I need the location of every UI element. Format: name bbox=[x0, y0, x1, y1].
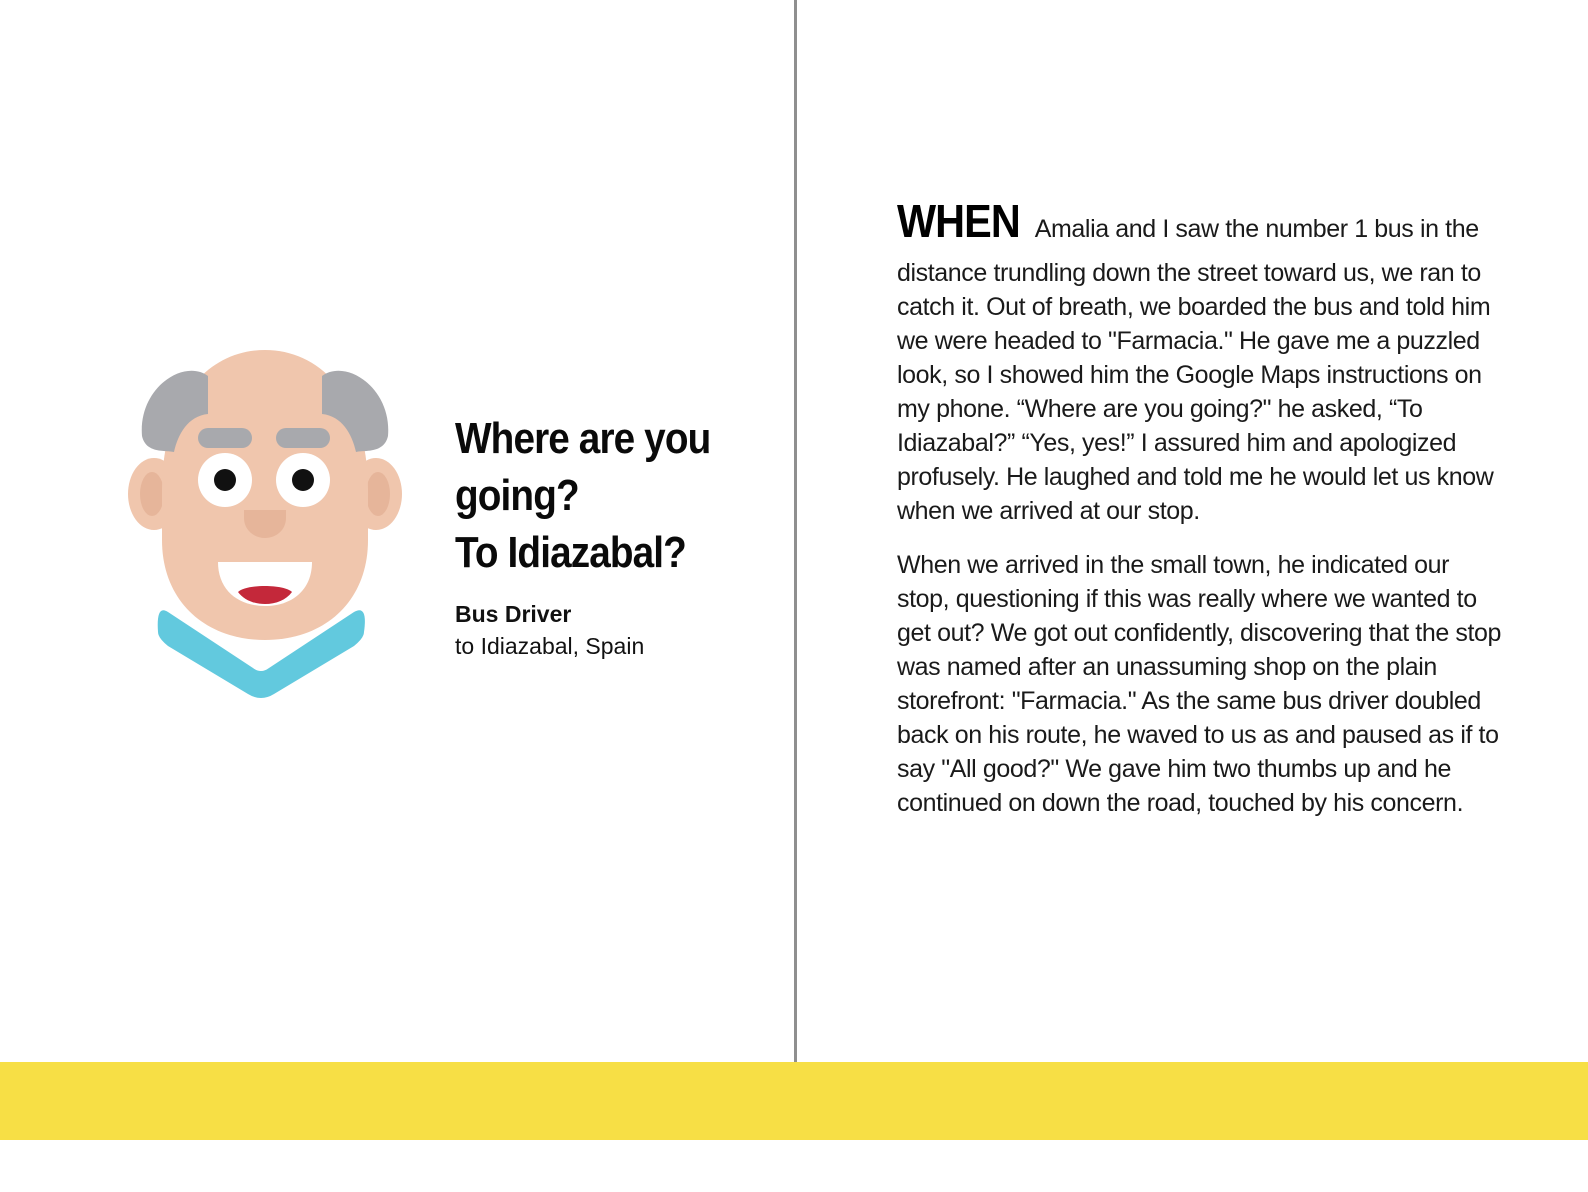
story-text bbox=[897, 195, 1507, 840]
bus-driver-face-icon bbox=[128, 350, 402, 710]
byline-destination: to Idiazabal, Spain bbox=[455, 633, 645, 659]
page-headline bbox=[455, 410, 737, 581]
headline-line-1: Where are you bbox=[455, 414, 711, 463]
story-paragraph-1 bbox=[897, 195, 1507, 528]
page-gutter-divider bbox=[794, 0, 797, 1062]
footer-color-band bbox=[0, 1062, 1588, 1140]
story-paragraph-1-rest: distance trundling down the street toward us, we ran to catch it. Out of breath, we boarded the bus and told him we were headed to "Farmacia." He gave me a puzzled look, so I showed him the Google Maps instructions on my phone. “Where are you going?" he asked, “To Idiazabal?” “Yes, yes!” I assured him and apologized profusely. He laughed and told me he would let us know when we arrived at our stop. bbox=[897, 259, 1494, 525]
story-paragraph-2: When we arrived in the small town, he indicated our stop, questioning if this was really where we wanted to get out? We got out confidently, discovering that the stop was named after an unassuming shop on the plain storefront: "Farmacia." As the same bus driver doubled back on his route, he waved to us as and paused as if to say "All good?" We gave him two thumbs up and he continued on down the road, touched by his concern. bbox=[897, 551, 1502, 817]
headline-line-3: To Idiazabal? bbox=[455, 528, 686, 577]
story-drop-word: WHEN bbox=[897, 195, 1020, 247]
story-first-line-text: Amalia and I saw the number 1 bus in the bbox=[1034, 215, 1479, 243]
byline-role: Bus Driver bbox=[455, 601, 572, 627]
byline bbox=[455, 598, 644, 662]
headline-line-2: going? bbox=[455, 471, 579, 520]
story-first-line bbox=[897, 195, 1507, 256]
